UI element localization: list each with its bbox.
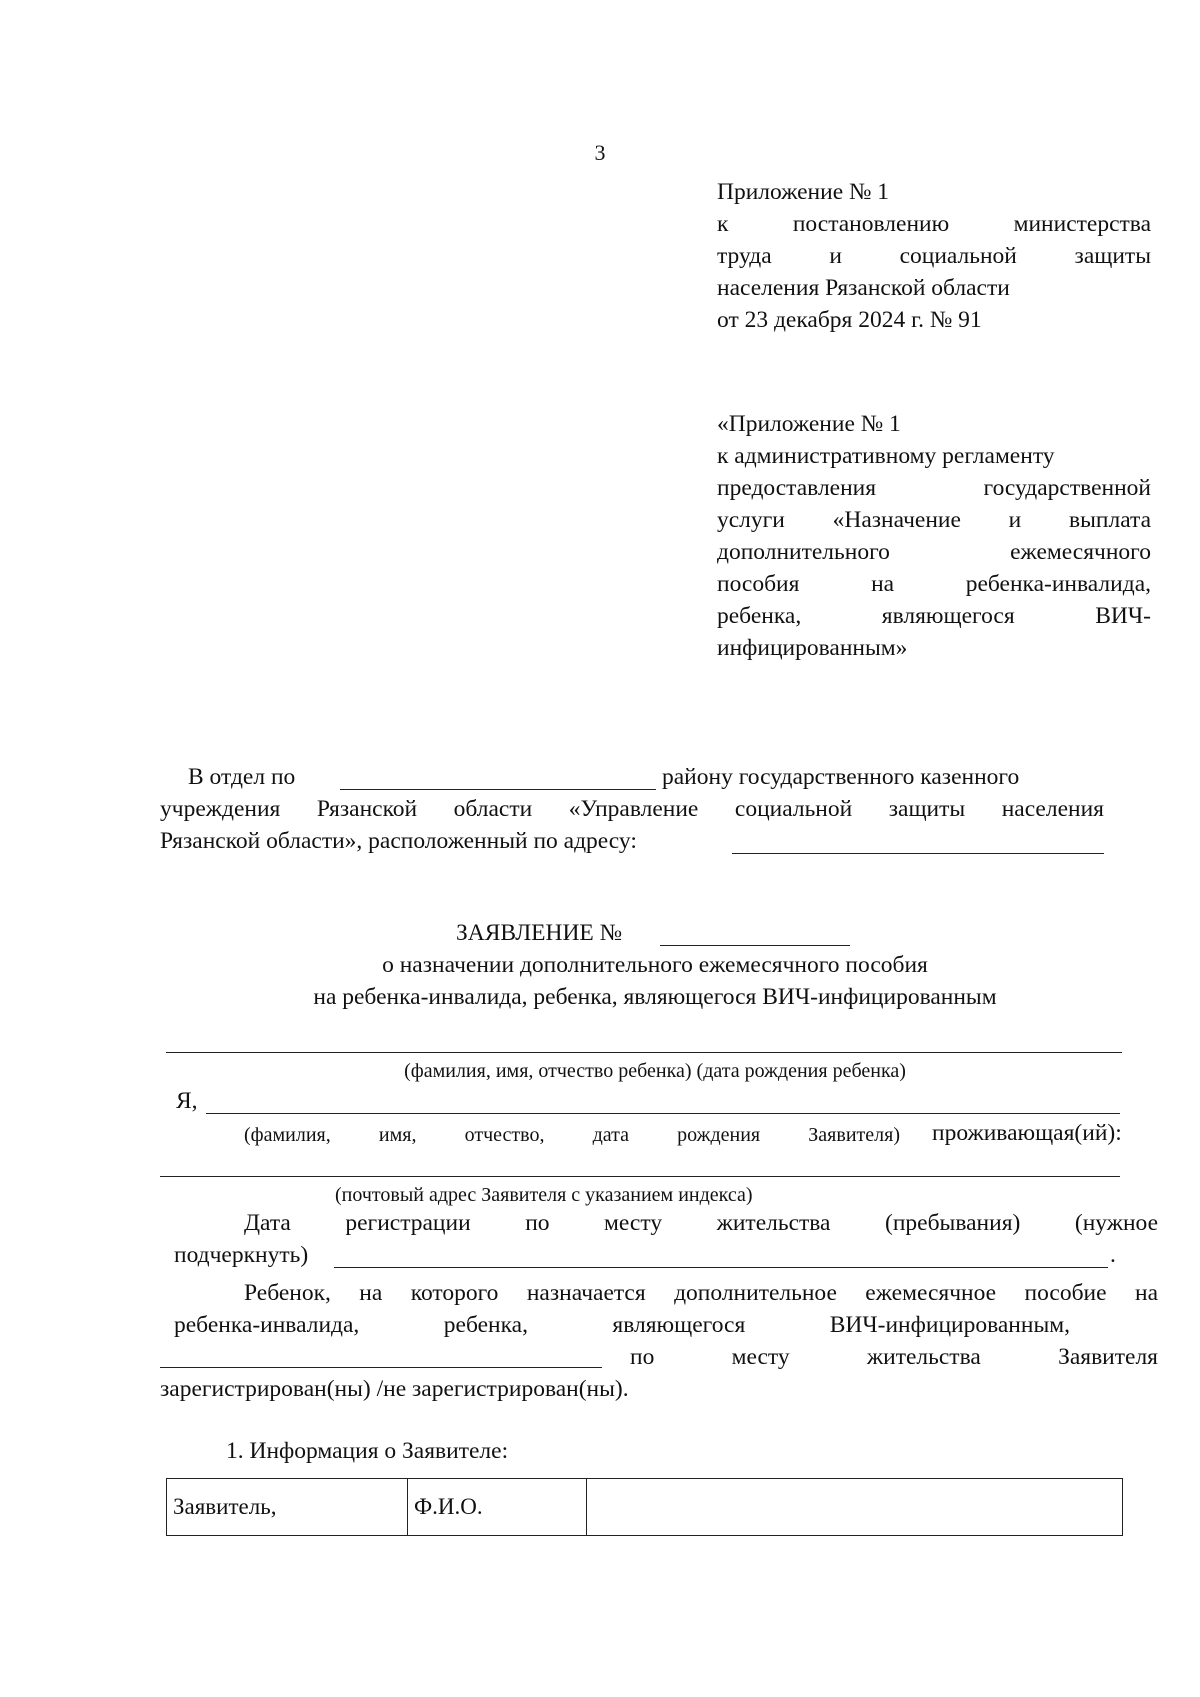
addressee-line-3: Рязанской области», расположенный по адресу: (160, 828, 637, 854)
appendix-1-line: к постановлению министерства (717, 211, 1151, 237)
registration-line-2: подчеркнуть) (174, 1242, 309, 1268)
appendix-1-line: населения Рязанской области (717, 275, 1010, 301)
page-number: 3 (594, 140, 606, 165)
child-registration-field-line[interactable] (160, 1367, 602, 1368)
statement-subtitle-2: на ребенка-инвалида, ребенка, являющегося ВИЧ-инфицированным (313, 984, 997, 1010)
section-1-heading: 1. Информация о Заявителе: (226, 1438, 509, 1464)
appendix-2-line: услуги «Назначение и выплата (717, 507, 1151, 533)
statement-title: ЗАЯВЛЕНИЕ № (456, 920, 623, 946)
addressee-suffix: району государственного казенного (662, 764, 1020, 790)
appendix-2-line: к административному регламенту (717, 443, 1055, 469)
applicant-caption: (фамилия, имя, отчество, дата рождения Заявителя) (244, 1124, 900, 1146)
statement-number-field-line[interactable] (660, 945, 850, 946)
i-label: Я, (176, 1088, 198, 1114)
applicant-name-field-line[interactable] (206, 1113, 1120, 1114)
appendix-2-block (717, 408, 1151, 664)
addressee-line-2: учреждения Рязанской области «Управление социальной защиты населения (160, 796, 1104, 822)
table-cell-fio-label: Ф.И.О. (408, 1479, 587, 1536)
child-paragraph-line-2: ребенка-инвалида, ребенка, являющегося ВИЧ-инфицированным, (174, 1312, 1070, 1338)
district-field-line[interactable] (340, 789, 656, 790)
postal-address-field-line[interactable] (160, 1176, 1120, 1177)
child-paragraph-line-3: по месту жительства Заявителя (630, 1344, 1158, 1370)
appendix-2-line: пособия на ребенка-инвалида, (717, 571, 1151, 597)
appendix-1-block (717, 176, 1151, 336)
table-row (167, 1479, 1123, 1536)
registration-line-1: Дата регистрации по месту жительства (пребывания) (нужное (244, 1210, 1158, 1236)
child-caption: (фамилия, имя, отчество ребенка) (дата рождения ребенка) (404, 1060, 906, 1082)
child-paragraph-line-1: Ребенок, на которого назначается дополнительное ежемесячное пособие на (244, 1280, 1158, 1306)
applicant-info-table (166, 1478, 1123, 1536)
address-field-line[interactable] (732, 853, 1104, 854)
appendix-2-line: предоставления государственной (717, 475, 1151, 501)
child-paragraph-line-4: зарегистрирован(ны) /не зарегистрирован(ны). (160, 1376, 629, 1402)
appendix-2-line: «Приложение № 1 (717, 411, 901, 437)
address-caption: (почтовый адрес Заявителя с указанием индекса) (335, 1184, 753, 1206)
appendix-2-line: ребенка, являющегося ВИЧ- (717, 603, 1151, 629)
statement-subtitle-1: о назначении дополнительного ежемесячного пособия (382, 952, 928, 978)
table-cell-fio-value[interactable] (587, 1479, 1123, 1536)
child-name-field-line[interactable] (166, 1052, 1122, 1053)
table-cell-applicant: Заявитель, (167, 1479, 408, 1536)
appendix-1-line: Приложение № 1 (717, 179, 890, 205)
addressee-prefix: В отдел по (188, 764, 296, 790)
appendix-2-line: дополнительного ежемесячного (717, 539, 1151, 565)
residing-label: проживающая(ий): (932, 1120, 1122, 1146)
registration-end: . (1110, 1242, 1116, 1268)
registration-field-line[interactable] (334, 1267, 1108, 1268)
appendix-1-line: труда и социальной защиты (717, 243, 1151, 269)
appendix-2-line: инфицированным» (717, 635, 908, 661)
appendix-1-line: от 23 декабря 2024 г. № 91 (717, 307, 982, 333)
